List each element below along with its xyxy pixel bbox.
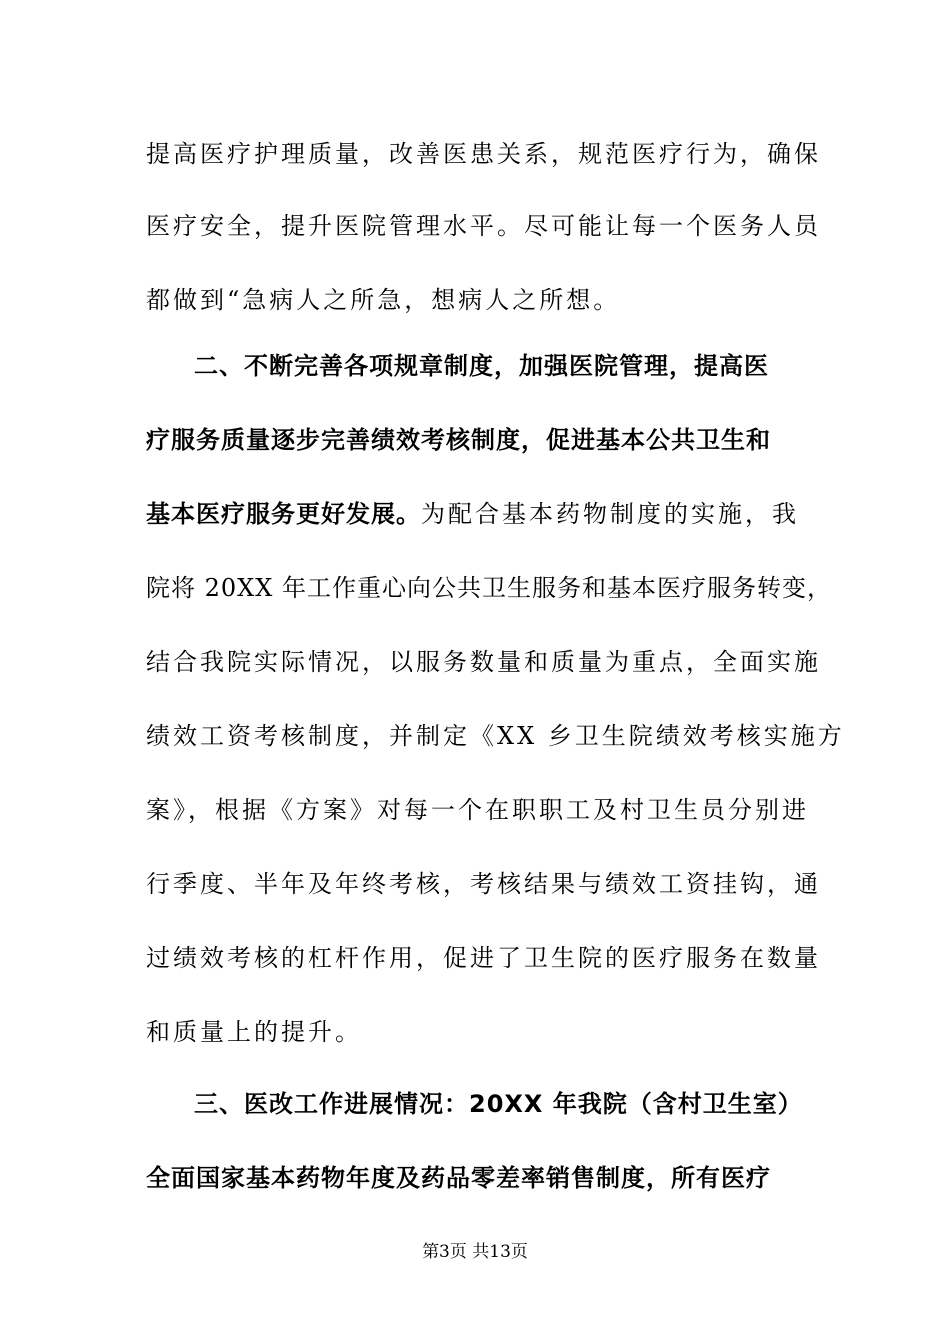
section2-body-line-3: 绩效工资考核制度，并制定《XX 乡卫生院绩效考核实施方 (146, 722, 845, 750)
body-line-2: 医疗安全，提升医院管理水平。尽可能让每一个医务人员 (146, 212, 821, 240)
section2-body-line-7: 和质量上的提升。 (146, 1018, 362, 1046)
section2-heading-line-2: 疗服务质量逐步完善绩效考核制度，促进基本公共卫生和 (146, 426, 771, 454)
section2-body-line-2: 结合我院实际情况，以服务数量和质量为重点，全面实施 (146, 648, 821, 676)
page-number-footer: 第3页 共13页 (422, 1242, 528, 1262)
body-line-3: 都做到“急病人之所急，想病人之所想。 (146, 286, 621, 314)
section2-heading-bold-part: 基本医疗服务更好发展。 (146, 500, 421, 528)
section2-body-line-6: 过绩效考核的杠杆作用，促进了卫生院的医疗服务在数量 (146, 944, 821, 972)
section2-heading-line-3 (146, 494, 826, 534)
body-line-1: 提高医疗护理质量，改善医患关系，规范医疗行为，确保 (146, 140, 821, 168)
section2-body-line-5: 行季度、半年及年终考核，考核结果与绩效工资挂钩，通 (146, 870, 821, 898)
section2-body-line-1: 院将 20XX 年工作重心向公共卫生服务和基本医疗服务转变， (146, 574, 832, 602)
section3-heading-line-1: 三、医改工作进展情况：20XX 年我院（含村卫生室） (194, 1090, 803, 1118)
section3-heading-line-2: 全面国家基本药物年度及药品零差率销售制度，所有医疗 (146, 1164, 771, 1192)
section2-body-line-4: 案》，根据《方案》对每一个在职职工及村卫生员分别进 (146, 796, 809, 824)
section2-heading-normal-part: 为配合基本药物制度的实施，我 (421, 500, 799, 528)
section2-heading-line-1: 二、不断完善各项规章制度，加强医院管理，提高医 (194, 352, 769, 380)
